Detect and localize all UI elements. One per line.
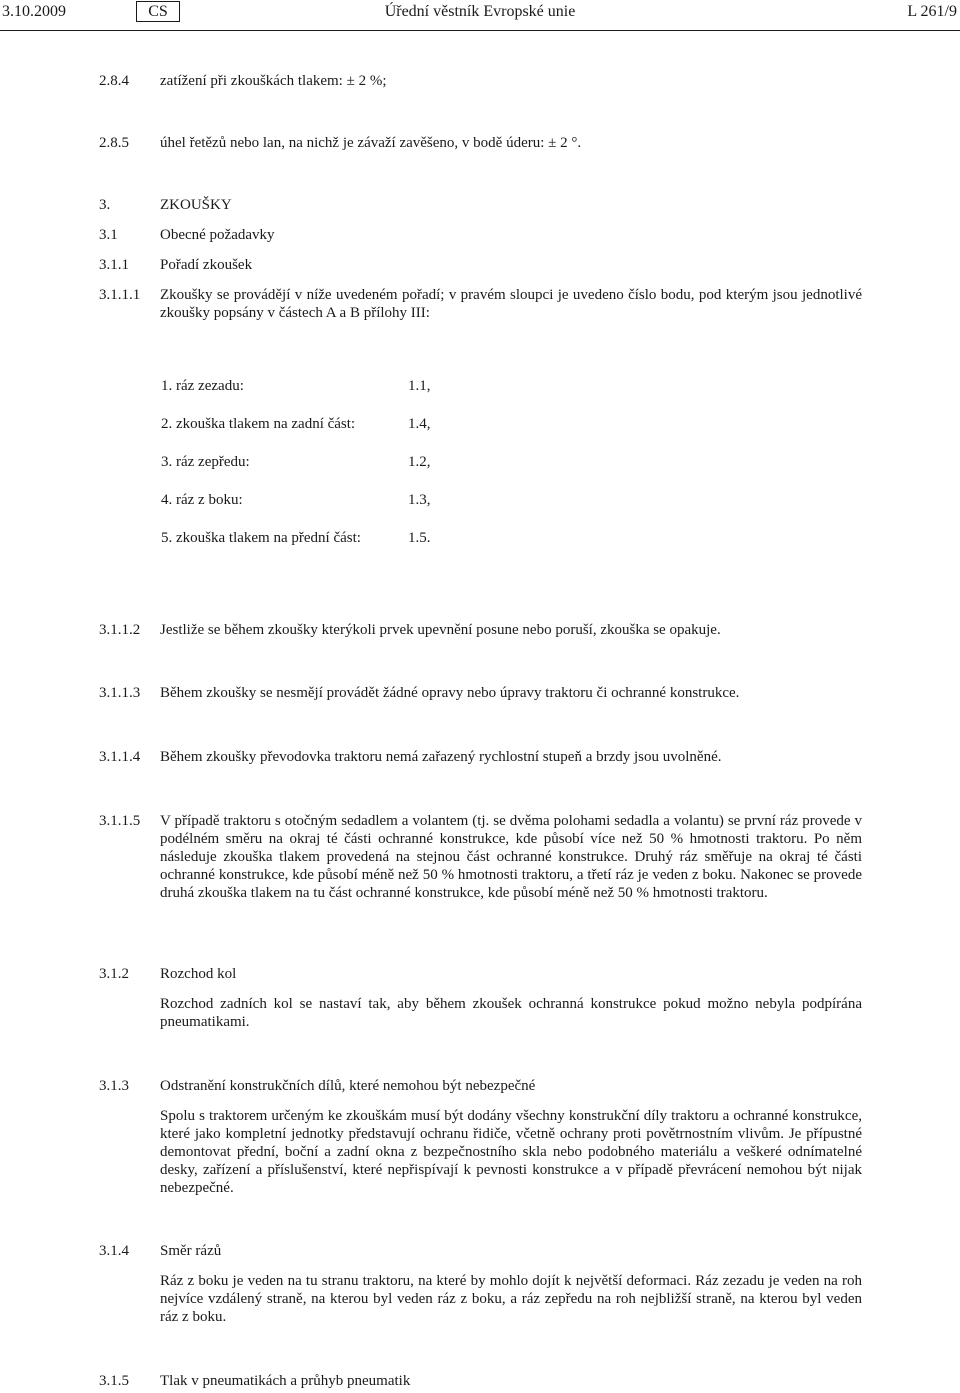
section-3-1-3-text: Spolu s traktorem určeným ke zkouškám musí být dodány všechny konstrukční díly traktoru a ochranné konstrukce, které jako kompletní jednotky představují ochranu řidiče, včetně ochrany proti povětrnostním vlivům. Je přípustné demontovat přední, boční a zadní okna z bezpečnostního skla nebo podobného materiálu a veškeré odnímatelné desky, zařízení a příslušenství, které nepřispívají k pevnosti konstrukce a v případě převrácení nemohou být nijak nebezpečné. [160,1108,862,1196]
item-text: zatížení při zkouškách tlakem: ± 2 %; [160,73,387,89]
item-number: 2.8.5 [99,135,129,151]
list-item-reference: 1.2, [408,454,431,470]
paragraph-text: Jestliže se během zkoušky kterýkoli prvek upevnění posune nebo poruší, zkouška se opakuje. [160,622,721,638]
item-number: 3.1.5 [99,1373,129,1389]
list-item: 5. zkouška tlakem na přední část: [161,530,361,546]
paragraph-text: Během zkoušky převodovka traktoru nemá zařazený rychlostní stupeň a brzdy jsou uvolněné. [160,749,722,765]
item-number: 3. [99,197,111,213]
item-number: 2.8.4 [99,73,129,89]
item-number: 3.1 [99,227,118,243]
section-heading: Rozchod kol [160,966,237,982]
item-number: 3.1.1.4 [99,749,141,765]
language-badge: CS [136,1,180,22]
item-number: 3.1.1.2 [99,622,141,638]
item-number: 3.1.1.3 [99,685,141,701]
page-reference: L 261/9 [907,3,957,20]
section-3-1-2-text: Rozchod zadních kol se nastaví tak, aby během zkoušek ochranná konstrukce pokud možno nebyla podpírána pneumatikami. [160,996,862,1030]
list-item: 4. ráz z boku: [161,492,243,508]
list-item-reference: 1.5. [408,530,431,546]
section-heading: Směr rázů [160,1243,222,1259]
item-number: 3.1.3 [99,1078,129,1094]
item-text: ZKOUŠKY [160,197,232,213]
item-number: 3.1.1 [99,257,129,273]
list-item: 3. ráz zepředu: [161,454,250,470]
list-item: 1. ráz zezadu: [161,378,244,394]
list-item-reference: 1.3, [408,492,431,508]
list-item-reference: 1.1, [408,378,431,394]
paragraph-text: V případě traktoru s otočným sedadlem a volantem (tj. se dvěma polohami sedadla a volantu) se první ráz provede v podélném směru na okraj té části ochranné konstrukce, kde působí více než 50 % hmotnosti traktoru. Po něm následuje zkouška tlakem provedená na stejnou část ochranné konstrukce. Druhý ráz směřuje na okraj té části ochranné konstrukce, kde působí méně než 50 % hmotnosti traktoru, a třetí ráz je veden z boku. Nakonec se provede druhá zkouška tlakem na tu část ochranné konstrukce, kde působí méně než 50 % hmotnosti traktoru. [160,813,862,901]
paragraph-text: Zkoušky se provádějí v níže uvedeném pořadí; v pravém sloupci je uvedeno číslo bodu, pod kterým jsou jednotlivé zkoušky popsány v částech A a B přílohy III: [160,287,862,321]
list-item: 2. zkouška tlakem na zadní část: [161,416,356,432]
item-text: úhel řetězů nebo lan, na nichž je závaží zavěšeno, v bodě úderu: ± 2 °. [160,135,582,151]
item-number: 3.1.1.1 [99,287,141,303]
journal-title: Úřední věstník Evropské unie [384,3,576,20]
section-heading: Tlak v pneumatikách a průhyb pneumatik [160,1373,411,1389]
item-number: 3.1.4 [99,1243,129,1259]
header-rule [0,30,960,31]
page-header [0,0,960,32]
item-number: 3.1.1.5 [99,813,141,829]
list-item-reference: 1.4, [408,416,431,432]
section-heading: Odstranění konstrukčních dílů, které nemohou být nebezpečné [160,1078,536,1094]
item-text: Pořadí zkoušek [160,257,253,273]
item-text: Obecné požadavky [160,227,275,243]
paragraph-text: Během zkoušky se nesmějí provádět žádné opravy nebo úpravy traktoru či ochranné konstrukce. [160,685,740,701]
item-number: 3.1.2 [99,966,129,982]
section-3-1-4-text: Ráz z boku je veden na tu stranu traktoru, na které by mohlo dojít k největší deformaci. Ráz zezadu je veden na roh nejvíce vzdálený straně, na kterou byl veden ráz z boku, a ráz zepředu na roh nejbližší straně, na kterou byl veden ráz z boku. [160,1273,862,1325]
publication-date: 3.10.2009 [2,3,66,20]
